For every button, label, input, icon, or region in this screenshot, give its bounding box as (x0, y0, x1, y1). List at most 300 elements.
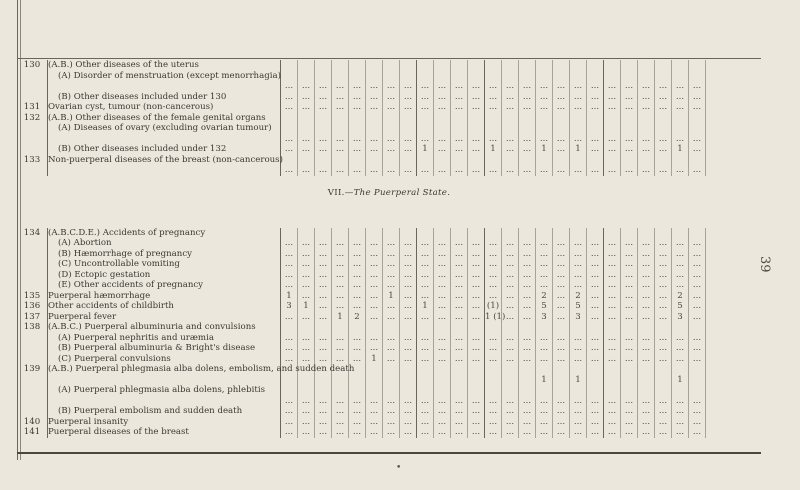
table-cell: ... (689, 312, 706, 323)
table-cell: ... (655, 312, 672, 323)
table-cell: ... (383, 354, 400, 365)
table-cell (332, 60, 349, 71)
table-cell: ... (434, 155, 451, 176)
table-cell: ... (655, 238, 672, 249)
table-cell: ... (553, 343, 570, 354)
table-cell: ... (417, 291, 434, 302)
table-cell (281, 322, 298, 333)
table-cell: ... (570, 102, 587, 113)
table-cell (315, 60, 332, 71)
table-cell: ... (349, 270, 366, 281)
table-cell: ... (366, 417, 383, 428)
table-cell: ... (519, 155, 536, 176)
table-cell: ... (366, 333, 383, 344)
table-cell: ... (298, 71, 315, 92)
table-cell: ... (485, 343, 502, 354)
table-cell: ... (655, 144, 672, 155)
table-cell: ... (536, 280, 553, 291)
footer-mark: • (396, 463, 402, 473)
row-number (17, 280, 48, 291)
table-cell: ... (281, 155, 298, 176)
table-cell (451, 364, 468, 385)
table-cell: ... (621, 417, 638, 428)
table-cell: ... (298, 291, 315, 302)
table-cell: ... (332, 270, 349, 281)
table-cell (315, 228, 332, 239)
table-cell: ... (621, 155, 638, 176)
table-cell: ... (349, 144, 366, 155)
table-cell (604, 113, 621, 124)
table-cell: ... (349, 385, 366, 406)
table-cell: ... (604, 280, 621, 291)
table-cell: 2 (672, 291, 689, 302)
table-cell: ... (502, 343, 519, 354)
table-cell: ... (553, 71, 570, 92)
table-cell: ... (570, 259, 587, 270)
table-cell: ... (621, 427, 638, 438)
table-cell: ... (587, 71, 604, 92)
table-cell (621, 113, 638, 124)
table-cell: ... (417, 312, 434, 323)
table-cell: ... (519, 144, 536, 155)
table-cell (400, 113, 417, 124)
table-cell: ... (468, 385, 485, 406)
table-cell: ... (417, 354, 434, 365)
table-cell: ... (451, 249, 468, 260)
table-cell: ... (366, 102, 383, 113)
table-cell: ... (587, 333, 604, 344)
table-cell (604, 364, 621, 385)
table-cell: ... (349, 280, 366, 291)
row-label: (A) Diseases of ovary (excluding ovarian tumour) (58, 123, 272, 133)
table-cell: ... (485, 71, 502, 92)
table-row (17, 123, 761, 144)
table-cell: ... (468, 123, 485, 144)
table-cell: ... (638, 123, 655, 144)
table-cell: ... (400, 155, 417, 176)
table-cell: ... (621, 343, 638, 354)
table-cell: ... (366, 155, 383, 176)
table-cell (672, 113, 689, 124)
table-cell: ... (604, 301, 621, 312)
table-cell: ... (553, 92, 570, 103)
table-cell: ... (298, 312, 315, 323)
table-cell (417, 228, 434, 239)
table-cell: ... (570, 270, 587, 281)
row-number: 134 (17, 228, 48, 239)
table-cell: ... (621, 102, 638, 113)
table-cell (638, 364, 655, 385)
table-cell: ... (366, 280, 383, 291)
table-cell (485, 364, 502, 385)
table-cell: ... (689, 385, 706, 406)
table-row (17, 291, 761, 302)
table-cell: ... (434, 102, 451, 113)
table-cell: ... (400, 301, 417, 312)
row-label: Puerperal fever (48, 311, 117, 322)
row-label: (B) Hæmorrhage of pregnancy (58, 248, 192, 259)
table-cell: ... (672, 354, 689, 365)
table-cell: 1 (672, 364, 689, 385)
table-cell: ... (638, 102, 655, 113)
row-label: (A) Disorder of menstruation (except menorrhagia) (58, 70, 281, 81)
table-cell: ... (332, 238, 349, 249)
table-cell: ... (519, 406, 536, 417)
table-cell: ... (281, 427, 298, 438)
table-cell (655, 60, 672, 71)
table-cell: 3 (672, 312, 689, 323)
table-cell (451, 60, 468, 71)
table-cell: ... (502, 385, 519, 406)
table-cell (587, 228, 604, 239)
table-cell: ... (519, 333, 536, 344)
table-cell (536, 322, 553, 333)
table-cell: ... (400, 333, 417, 344)
row-number: 130 (17, 60, 48, 71)
table-cell (366, 322, 383, 333)
table-cell: ... (400, 427, 417, 438)
row-label: (D) Ectopic gestation (58, 269, 151, 280)
row-label: (A.B.C.) Puerperal albuminuria and convulsions (48, 322, 256, 332)
table-cell: ... (519, 385, 536, 406)
table-cell: ... (689, 123, 706, 144)
table-cell (434, 228, 451, 239)
table-cell (383, 322, 400, 333)
table-cell (672, 60, 689, 71)
table-cell: ... (281, 417, 298, 428)
table-cell: 2 (349, 312, 366, 323)
table-cell: ... (417, 155, 434, 176)
table-cell: ... (587, 270, 604, 281)
table-cell: ... (604, 259, 621, 270)
table-cell (519, 322, 536, 333)
table-cell: ... (434, 385, 451, 406)
table-cell: ... (366, 71, 383, 92)
table-cell: ... (553, 259, 570, 270)
table-cell: ... (621, 238, 638, 249)
table-cell: ... (553, 333, 570, 344)
table-cell: ... (281, 92, 298, 103)
table-cell: ... (689, 343, 706, 354)
table-cell: ... (468, 301, 485, 312)
table-row (17, 113, 761, 124)
table-cell: 2 (570, 291, 587, 302)
table-cell: ... (502, 312, 519, 323)
table-cell: ... (672, 280, 689, 291)
table-cell: ... (553, 238, 570, 249)
table-cell: ... (587, 259, 604, 270)
table-cell: ... (451, 301, 468, 312)
table-cell (349, 228, 366, 239)
table-cell: ... (638, 417, 655, 428)
row-number (17, 249, 48, 260)
table-cell (536, 60, 553, 71)
table-cell: ... (621, 259, 638, 270)
table-cell: ... (298, 249, 315, 260)
table-cell: ... (519, 71, 536, 92)
table-cell: ... (519, 301, 536, 312)
table-cell: ... (417, 259, 434, 270)
table-cell: ... (315, 270, 332, 281)
table-cell: ... (621, 71, 638, 92)
table-cell: ... (689, 280, 706, 291)
table-cell: 1 (1) (485, 311, 506, 322)
table-cell: ... (553, 123, 570, 144)
table-cell: ... (502, 249, 519, 260)
table-cell: ... (689, 417, 706, 428)
table-cell: ... (366, 259, 383, 270)
row-number: 138 (17, 322, 48, 333)
table-cell: ... (349, 427, 366, 438)
table-row (17, 228, 761, 239)
table-cell: ... (383, 71, 400, 92)
table-cell (349, 113, 366, 124)
table-cell: ... (638, 249, 655, 260)
table-cell: 1 (298, 301, 315, 312)
table-row (17, 238, 761, 249)
table-cell: ... (298, 417, 315, 428)
row-number (17, 406, 48, 417)
table-row (17, 270, 761, 281)
table-cell: ... (400, 417, 417, 428)
table-cell: ... (332, 280, 349, 291)
table-cell: ... (349, 333, 366, 344)
table-cell: ... (434, 343, 451, 354)
table-cell (383, 364, 400, 385)
table-cell: ... (281, 312, 298, 323)
table-cell: ... (638, 280, 655, 291)
table-cell: ... (485, 249, 502, 260)
table-cell: ... (587, 92, 604, 103)
table-cell: ... (332, 123, 349, 144)
row-number (17, 354, 48, 365)
table-cell: ... (434, 123, 451, 144)
table-cell: ... (315, 291, 332, 302)
table-cell: ... (298, 238, 315, 249)
table-cell: ... (298, 144, 315, 155)
table-cell: ... (519, 249, 536, 260)
table-cell: ... (451, 280, 468, 291)
table-cell: ... (570, 238, 587, 249)
table-cell: ... (383, 102, 400, 113)
table-cell: ... (366, 406, 383, 417)
table-cell: ... (621, 280, 638, 291)
table-cell (298, 322, 315, 333)
table-cell: ... (655, 354, 672, 365)
table-cell: ... (519, 312, 536, 323)
table-cell: ... (417, 417, 434, 428)
table-cell: ... (587, 102, 604, 113)
table-cell: ... (383, 144, 400, 155)
table-cell: ... (536, 123, 553, 144)
table-cell: ... (451, 417, 468, 428)
table-cell: ... (468, 102, 485, 113)
table-cell: ... (587, 291, 604, 302)
table-cell: ... (366, 301, 383, 312)
row-label: (A.B.) Other diseases of the uterus (48, 60, 199, 70)
table-cell: ... (536, 249, 553, 260)
table-cell (604, 322, 621, 333)
row-number (17, 270, 48, 281)
row-label: (C) Uncontrollable vomiting (58, 259, 180, 269)
table-cell: ... (383, 406, 400, 417)
table-cell: ... (587, 238, 604, 249)
table-row (17, 333, 761, 344)
table-cell: ... (451, 71, 468, 92)
table-cell: ... (502, 280, 519, 291)
table-row (17, 406, 761, 417)
table-cell: ... (604, 343, 621, 354)
table-cell: ... (604, 417, 621, 428)
table-cell: ... (604, 249, 621, 260)
table-cell: ... (468, 71, 485, 92)
table-cell: ... (587, 354, 604, 365)
table-cell: ... (689, 249, 706, 260)
table-cell: ... (638, 427, 655, 438)
table-cell: ... (468, 280, 485, 291)
row-number (17, 144, 48, 155)
table-cell: ... (383, 343, 400, 354)
table-cell (570, 60, 587, 71)
table-cell: ... (502, 71, 519, 92)
table-cell (638, 322, 655, 333)
table-cell: ... (638, 343, 655, 354)
table-cell: ... (332, 333, 349, 344)
row-number: 136 (17, 301, 48, 312)
row-label: (B) Other diseases included under 130 (58, 91, 227, 102)
table-cell: ... (621, 291, 638, 302)
table-cell: ... (638, 312, 655, 323)
table-cell: ... (655, 301, 672, 312)
table-cell: ... (349, 343, 366, 354)
table-cell: ... (604, 155, 621, 176)
table-cell: ... (570, 406, 587, 417)
table-cell: ... (536, 343, 553, 354)
table-cell: ... (553, 312, 570, 323)
table-cell: ... (315, 301, 332, 312)
table-cell: ... (638, 71, 655, 92)
table-cell (417, 60, 434, 71)
table-cell: ... (570, 123, 587, 144)
table-cell: ... (536, 92, 553, 103)
table-cell: ... (451, 343, 468, 354)
table-cell (587, 322, 604, 333)
table-cell: ... (689, 259, 706, 270)
table-cell: ... (349, 102, 366, 113)
table-cell (281, 113, 298, 124)
table-row (17, 102, 761, 113)
table-cell: ... (485, 385, 502, 406)
table-cell (604, 228, 621, 239)
table-cell: ... (638, 270, 655, 281)
row-label: (A.B.) Other diseases of the female genital organs (48, 112, 266, 123)
table-cell: ... (298, 333, 315, 344)
row-label: (E) Other accidents of pregnancy (58, 280, 204, 290)
row-label: (B) Puerperal embolism and sudden death (58, 406, 243, 416)
table-cell: ... (349, 123, 366, 144)
table-cell: ... (655, 155, 672, 176)
table-cell: 1 (332, 312, 349, 323)
table-cell (315, 322, 332, 333)
table-cell: ... (536, 238, 553, 249)
table-cell: ... (536, 71, 553, 92)
table-cell: ... (434, 333, 451, 344)
table-cell: ... (400, 343, 417, 354)
table-cell: ... (672, 123, 689, 144)
table-cell: ... (383, 280, 400, 291)
table-cell: ... (366, 343, 383, 354)
table-cell: ... (451, 102, 468, 113)
table-cell: ... (315, 406, 332, 417)
table-cell: ... (604, 238, 621, 249)
table-cell: ... (451, 312, 468, 323)
table-cell: ... (536, 427, 553, 438)
row-label: Ovarian cyst, tumour (non-cancerous) (48, 102, 214, 112)
table-cell (434, 322, 451, 333)
table-cell (451, 113, 468, 124)
table-cell: ... (400, 71, 417, 92)
table-cell: ... (519, 123, 536, 144)
table-cell: 3 (536, 312, 553, 323)
table-cell: ... (349, 301, 366, 312)
table-cell: ... (468, 343, 485, 354)
table-cell: ... (315, 238, 332, 249)
table-cell: ... (604, 92, 621, 103)
table-cell: ... (332, 406, 349, 417)
table-cell: ... (485, 354, 502, 365)
table-cell: ... (315, 249, 332, 260)
table-cell (689, 60, 706, 71)
table-cell: ... (587, 427, 604, 438)
table-cell (434, 113, 451, 124)
table-cell: ... (621, 301, 638, 312)
table-cell: ... (417, 280, 434, 291)
table-cell (672, 322, 689, 333)
table-cell: ... (553, 427, 570, 438)
table-cell: ... (536, 155, 553, 176)
row-number: 131 (17, 102, 48, 113)
table-cell: ... (315, 71, 332, 92)
table-cell: ... (332, 102, 349, 113)
table-cell: ... (315, 343, 332, 354)
table-cell: ... (400, 259, 417, 270)
table-cell: ... (587, 312, 604, 323)
table-cell (468, 322, 485, 333)
table-cell: ... (502, 301, 519, 312)
table-cell (553, 322, 570, 333)
table-cell: ... (468, 249, 485, 260)
table-cell: ... (621, 92, 638, 103)
table-cell: ... (417, 102, 434, 113)
table-cell: ... (655, 280, 672, 291)
table-cell: ... (417, 385, 434, 406)
row-label: (A) Puerperal phlegmasia alba dolens, phlebitis (58, 385, 265, 395)
table-cell: ... (468, 417, 485, 428)
table-cell: ... (485, 92, 502, 103)
table-cell: ... (689, 270, 706, 281)
table-cell: ... (672, 427, 689, 438)
table-cell: ... (502, 238, 519, 249)
table-cell: ... (502, 144, 519, 155)
table-cell (638, 113, 655, 124)
table-cell (536, 113, 553, 124)
table-row (17, 144, 761, 155)
table-cell (434, 364, 451, 385)
table-cell (417, 113, 434, 124)
table-cell: ... (366, 312, 383, 323)
table-cell: ... (689, 102, 706, 113)
table-cell: ... (468, 144, 485, 155)
